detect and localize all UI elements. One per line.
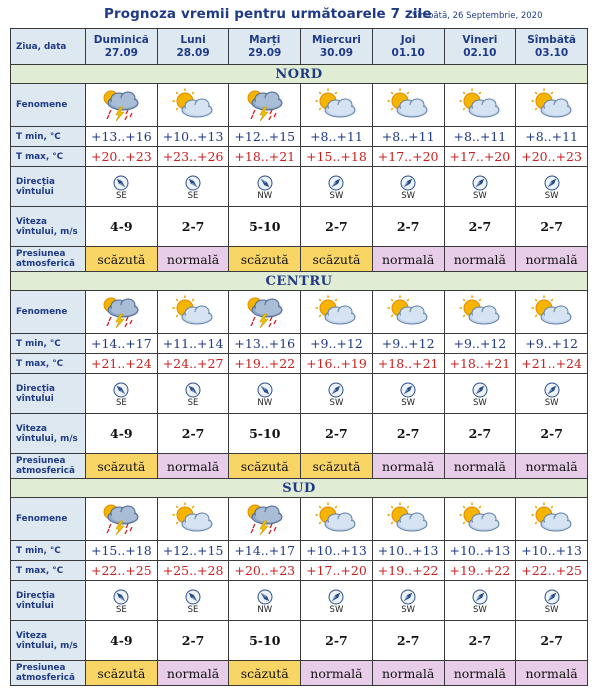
weather-cell	[372, 84, 444, 127]
weather-cell	[229, 498, 301, 541]
fenomene-row	[11, 291, 588, 334]
weather-cell	[444, 84, 516, 127]
compass-arrow-icon	[445, 382, 516, 398]
compass-arrow-icon	[445, 589, 516, 605]
day-name: Vineri	[462, 33, 498, 46]
wind-speed-value: 4-9	[86, 414, 158, 454]
wind-direction-text: SE	[187, 397, 199, 408]
compass-arrow-icon	[158, 382, 229, 398]
compass-arrow-icon	[86, 589, 157, 605]
wind-direction-text: SW	[544, 604, 559, 615]
wind-direction-text: SE	[187, 604, 199, 615]
tmax-value: +20..+23	[516, 147, 588, 167]
wind-speed-value: 2-7	[516, 414, 588, 454]
wind-speed-value: 2-7	[444, 621, 516, 661]
tmax-value: +17..+20	[372, 147, 444, 167]
weather-cell	[444, 498, 516, 541]
wind-speed-value: 2-7	[157, 207, 229, 247]
tmax-value: +18..+21	[444, 354, 516, 374]
wind-direction-label: Direcția vîntului	[11, 167, 86, 207]
compass-arrow-icon	[516, 382, 587, 398]
wind-speed-value: 2-7	[516, 621, 588, 661]
tmax-row	[11, 147, 588, 167]
fenomene-label: Fenomene	[11, 291, 86, 334]
partly-cloudy-icon	[301, 295, 372, 329]
weather-cell	[444, 291, 516, 334]
wind-direction-label: Direcția vîntului	[11, 374, 86, 414]
partly-cloudy-icon	[445, 295, 516, 329]
tmax-value: +18..+21	[229, 147, 301, 167]
region-row-sud	[11, 479, 588, 498]
day-name: Marți	[249, 33, 281, 46]
wind-direction-cell	[229, 167, 301, 207]
weather-cell	[157, 84, 229, 127]
wind-speed-value: 2-7	[301, 621, 373, 661]
weather-cell	[86, 498, 158, 541]
pressure-value: normală	[516, 661, 588, 686]
wind-direction-cell	[229, 581, 301, 621]
tmin-value: +8..+11	[516, 127, 588, 147]
rain-icon	[86, 295, 157, 329]
tmin-value: +10..+13	[301, 541, 373, 561]
wind-direction-cell	[372, 581, 444, 621]
pressure-value: scăzută	[229, 661, 301, 686]
tmin-value: +9..+12	[301, 334, 373, 354]
wind-speed-value: 2-7	[444, 207, 516, 247]
tmax-value: +21..+24	[86, 354, 158, 374]
tmax-value: +24..+27	[157, 354, 229, 374]
compass-arrow-icon	[373, 589, 444, 605]
header-date: Sîmbătă, 26 Septembrie, 2020	[412, 11, 543, 21]
region-title: CENTRU	[11, 272, 588, 291]
pressure-value: scăzută	[86, 661, 158, 686]
compass-arrow-icon	[373, 382, 444, 398]
compass-arrow-icon	[516, 175, 587, 191]
corner-label: Ziua, data	[11, 29, 86, 65]
footer-cut-text	[0, 689, 600, 698]
day-name: Luni	[180, 33, 206, 46]
tmax-label: T max, °C	[11, 147, 86, 167]
wind-direction-cell	[157, 167, 229, 207]
region-title: NORD	[11, 65, 588, 84]
wind-direction-cell	[516, 581, 588, 621]
wind-direction-text: SW	[544, 397, 559, 408]
day-header-row	[11, 29, 588, 65]
tmax-value: +25..+28	[157, 561, 229, 581]
partly-cloudy-icon	[445, 502, 516, 536]
partly-cloudy-icon	[516, 88, 587, 122]
tmin-value: +9..+12	[516, 334, 588, 354]
wind-direction-text: SW	[472, 397, 487, 408]
tmin-row	[11, 334, 588, 354]
tmax-value: +23..+26	[157, 147, 229, 167]
tmin-value: +14..+17	[229, 541, 301, 561]
tmax-row	[11, 354, 588, 374]
wind-speed-value: 4-9	[86, 621, 158, 661]
tmin-value: +11..+14	[157, 334, 229, 354]
day-name: Miercuri	[312, 33, 361, 46]
tmin-row	[11, 127, 588, 147]
wind-direction-cell	[86, 167, 158, 207]
wind-direction-text: NW	[257, 190, 273, 201]
wind-direction-cell	[372, 167, 444, 207]
rain-icon	[229, 88, 300, 122]
pressure-row	[11, 247, 588, 272]
wind-speed-value: 2-7	[157, 414, 229, 454]
wind-direction-cell	[157, 374, 229, 414]
wind-direction-text: SW	[544, 190, 559, 201]
tmax-value: +20..+23	[229, 561, 301, 581]
wind-speed-value: 2-7	[372, 621, 444, 661]
wind-speed-label: Viteza vîntului, m/s	[11, 621, 86, 661]
wind-speed-value: 5-10	[229, 621, 301, 661]
day-name: Duminică	[93, 33, 149, 46]
weather-cell	[516, 84, 588, 127]
weather-cell	[516, 291, 588, 334]
tmax-value: +19..+22	[372, 561, 444, 581]
weather-cell	[229, 84, 301, 127]
day-date: 29.09	[248, 46, 282, 59]
compass-arrow-icon	[86, 382, 157, 398]
tmin-value: +13..+16	[86, 127, 158, 147]
partly-cloudy-icon	[373, 295, 444, 329]
wind-direction-text: SW	[401, 604, 416, 615]
compass-arrow-icon	[301, 382, 372, 398]
weather-cell	[86, 291, 158, 334]
fenomene-row	[11, 498, 588, 541]
tmin-value: +8..+11	[372, 127, 444, 147]
weather-cell	[372, 291, 444, 334]
wind-direction-cell	[444, 167, 516, 207]
day-date: 03.10	[535, 46, 569, 59]
day-header-6	[516, 29, 588, 65]
day-date: 27.09	[104, 46, 138, 59]
compass-arrow-icon	[516, 589, 587, 605]
wind-direction-row	[11, 167, 588, 207]
wind-direction-cell	[86, 581, 158, 621]
pressure-row	[11, 661, 588, 686]
wind-direction-cell	[444, 581, 516, 621]
rain-icon	[86, 502, 157, 536]
tmax-row	[11, 561, 588, 581]
tmax-value: +19..+22	[229, 354, 301, 374]
day-header-2	[229, 29, 301, 65]
day-name: Joi	[400, 33, 416, 46]
weather-cell	[372, 498, 444, 541]
day-header-3	[301, 29, 373, 65]
tmin-value: +10..+13	[372, 541, 444, 561]
partly-cloudy-icon	[516, 502, 587, 536]
pressure-value: scăzută	[301, 247, 373, 272]
wind-speed-value: 5-10	[229, 414, 301, 454]
day-header-5	[444, 29, 516, 65]
wind-speed-value: 2-7	[516, 207, 588, 247]
wind-speed-row	[11, 621, 588, 661]
compass-arrow-icon	[373, 175, 444, 191]
wind-speed-value: 2-7	[301, 207, 373, 247]
partly-cloudy-icon	[516, 295, 587, 329]
weather-cell	[229, 291, 301, 334]
tmin-row	[11, 541, 588, 561]
day-header-1	[157, 29, 229, 65]
wind-direction-row	[11, 581, 588, 621]
pressure-value: scăzută	[229, 454, 301, 479]
weather-cell	[86, 84, 158, 127]
pressure-value: normală	[372, 661, 444, 686]
wind-direction-text: SW	[472, 190, 487, 201]
pressure-value: scăzută	[229, 247, 301, 272]
wind-speed-value: 2-7	[372, 414, 444, 454]
wind-direction-text: NW	[257, 604, 273, 615]
tmin-value: +10..+13	[157, 127, 229, 147]
pressure-row	[11, 454, 588, 479]
tmin-value: +15..+18	[86, 541, 158, 561]
pressure-value: normală	[444, 454, 516, 479]
compass-arrow-icon	[158, 589, 229, 605]
pressure-value: normală	[372, 454, 444, 479]
day-date: 01.10	[391, 46, 425, 59]
wind-direction-cell	[444, 374, 516, 414]
region-row-nord	[11, 65, 588, 84]
wind-speed-value: 2-7	[372, 207, 444, 247]
tmin-value: +8..+11	[301, 127, 373, 147]
day-date: 30.09	[319, 46, 354, 59]
compass-arrow-icon	[229, 175, 300, 191]
tmax-value: +15..+18	[301, 147, 373, 167]
wind-direction-cell	[157, 581, 229, 621]
tmax-value: +17..+20	[444, 147, 516, 167]
wind-direction-label: Direcția vîntului	[11, 581, 86, 621]
wind-direction-cell	[301, 167, 373, 207]
wind-direction-text: SW	[401, 190, 416, 201]
pressure-label: Presiunea atmosferică	[11, 247, 86, 272]
fenomene-label: Fenomene	[11, 498, 86, 541]
compass-arrow-icon	[445, 175, 516, 191]
day-name: Sîmbătă	[527, 33, 577, 46]
tmin-value: +8..+11	[444, 127, 516, 147]
tmin-value: +10..+13	[516, 541, 588, 561]
wind-direction-text: SE	[187, 190, 199, 201]
partly-cloudy-icon	[301, 502, 372, 536]
tmax-value: +22..+25	[86, 561, 158, 581]
tmax-label: T max, °C	[11, 354, 86, 374]
tmin-value: +12..+15	[229, 127, 301, 147]
fenomene-row	[11, 84, 588, 127]
rain-icon	[86, 88, 157, 122]
region-row-centru	[11, 272, 588, 291]
compass-arrow-icon	[86, 175, 157, 191]
partly-cloudy-icon	[445, 88, 516, 122]
wind-speed-label: Viteza vîntului, m/s	[11, 207, 86, 247]
tmin-label: T min, °C	[11, 334, 86, 354]
wind-speed-value: 4-9	[86, 207, 158, 247]
wind-direction-cell	[86, 374, 158, 414]
wind-direction-cell	[372, 374, 444, 414]
weather-cell	[157, 291, 229, 334]
compass-arrow-icon	[229, 382, 300, 398]
wind-direction-cell	[301, 581, 373, 621]
wind-direction-text: SW	[472, 604, 487, 615]
pressure-value: normală	[372, 247, 444, 272]
tmax-value: +17..+20	[301, 561, 373, 581]
partly-cloudy-icon	[373, 502, 444, 536]
tmin-value: +9..+12	[444, 334, 516, 354]
wind-direction-text: SE	[115, 397, 127, 408]
pressure-value: normală	[157, 454, 229, 479]
compass-arrow-icon	[301, 589, 372, 605]
tmax-value: +20..+23	[86, 147, 158, 167]
wind-direction-cell	[301, 374, 373, 414]
weather-cell	[301, 84, 373, 127]
wind-speed-label: Viteza vîntului, m/s	[11, 414, 86, 454]
compass-arrow-icon	[301, 175, 372, 191]
region-title: SUD	[11, 479, 588, 498]
partly-cloudy-icon	[158, 88, 229, 122]
pressure-value: normală	[157, 247, 229, 272]
wind-direction-text: SW	[329, 604, 344, 615]
tmax-value: +16..+19	[301, 354, 373, 374]
pressure-value: normală	[444, 661, 516, 686]
compass-arrow-icon	[158, 175, 229, 191]
pressure-value: normală	[516, 247, 588, 272]
tmax-value: +19..+22	[444, 561, 516, 581]
pressure-value: normală	[301, 661, 373, 686]
tmax-value: +22..+25	[516, 561, 588, 581]
weather-cell	[516, 498, 588, 541]
pressure-value: normală	[157, 661, 229, 686]
rain-icon	[229, 295, 300, 329]
tmin-label: T min, °C	[11, 541, 86, 561]
pressure-label: Presiunea atmosferică	[11, 661, 86, 686]
pressure-value: scăzută	[86, 247, 158, 272]
wind-direction-text: SW	[329, 190, 344, 201]
wind-speed-value: 5-10	[229, 207, 301, 247]
tmin-value: +10..+13	[444, 541, 516, 561]
wind-direction-cell	[516, 374, 588, 414]
pressure-value: scăzută	[86, 454, 158, 479]
partly-cloudy-icon	[158, 295, 229, 329]
tmax-value: +21..+24	[516, 354, 588, 374]
wind-direction-cell	[516, 167, 588, 207]
day-date: 02.10	[463, 46, 497, 59]
tmin-value: +12..+15	[157, 541, 229, 561]
tmax-label: T max, °C	[11, 561, 86, 581]
partly-cloudy-icon	[301, 88, 372, 122]
fenomene-label: Fenomene	[11, 84, 86, 127]
day-date: 28.09	[176, 46, 210, 59]
tmin-value: +13..+16	[229, 334, 301, 354]
pressure-value: normală	[516, 454, 588, 479]
forecast-table	[10, 28, 588, 686]
wind-direction-row	[11, 374, 588, 414]
pressure-value: normală	[444, 247, 516, 272]
wind-direction-text: SE	[115, 190, 127, 201]
day-header-0	[86, 29, 158, 65]
wind-speed-value: 2-7	[444, 414, 516, 454]
wind-direction-text: NW	[257, 397, 273, 408]
tmin-value: +14..+17	[86, 334, 158, 354]
pressure-value: scăzută	[301, 454, 373, 479]
tmin-value: +9..+12	[372, 334, 444, 354]
weather-cell	[301, 498, 373, 541]
page-title: Prognoza vremii pentru următoarele 7 zile	[104, 6, 432, 22]
pressure-label: Presiunea atmosferică	[11, 454, 86, 479]
wind-speed-row	[11, 207, 588, 247]
wind-direction-text: SE	[115, 604, 127, 615]
wind-speed-row	[11, 414, 588, 454]
wind-direction-text: SW	[329, 397, 344, 408]
weather-cell	[157, 498, 229, 541]
weather-cell	[301, 291, 373, 334]
wind-speed-value: 2-7	[157, 621, 229, 661]
day-header-4	[372, 29, 444, 65]
partly-cloudy-icon	[158, 502, 229, 536]
compass-arrow-icon	[229, 589, 300, 605]
wind-speed-value: 2-7	[301, 414, 373, 454]
tmin-label: T min, °C	[11, 127, 86, 147]
wind-direction-text: SW	[401, 397, 416, 408]
tmax-value: +18..+21	[372, 354, 444, 374]
partly-cloudy-icon	[373, 88, 444, 122]
wind-direction-cell	[229, 374, 301, 414]
rain-icon	[229, 502, 300, 536]
